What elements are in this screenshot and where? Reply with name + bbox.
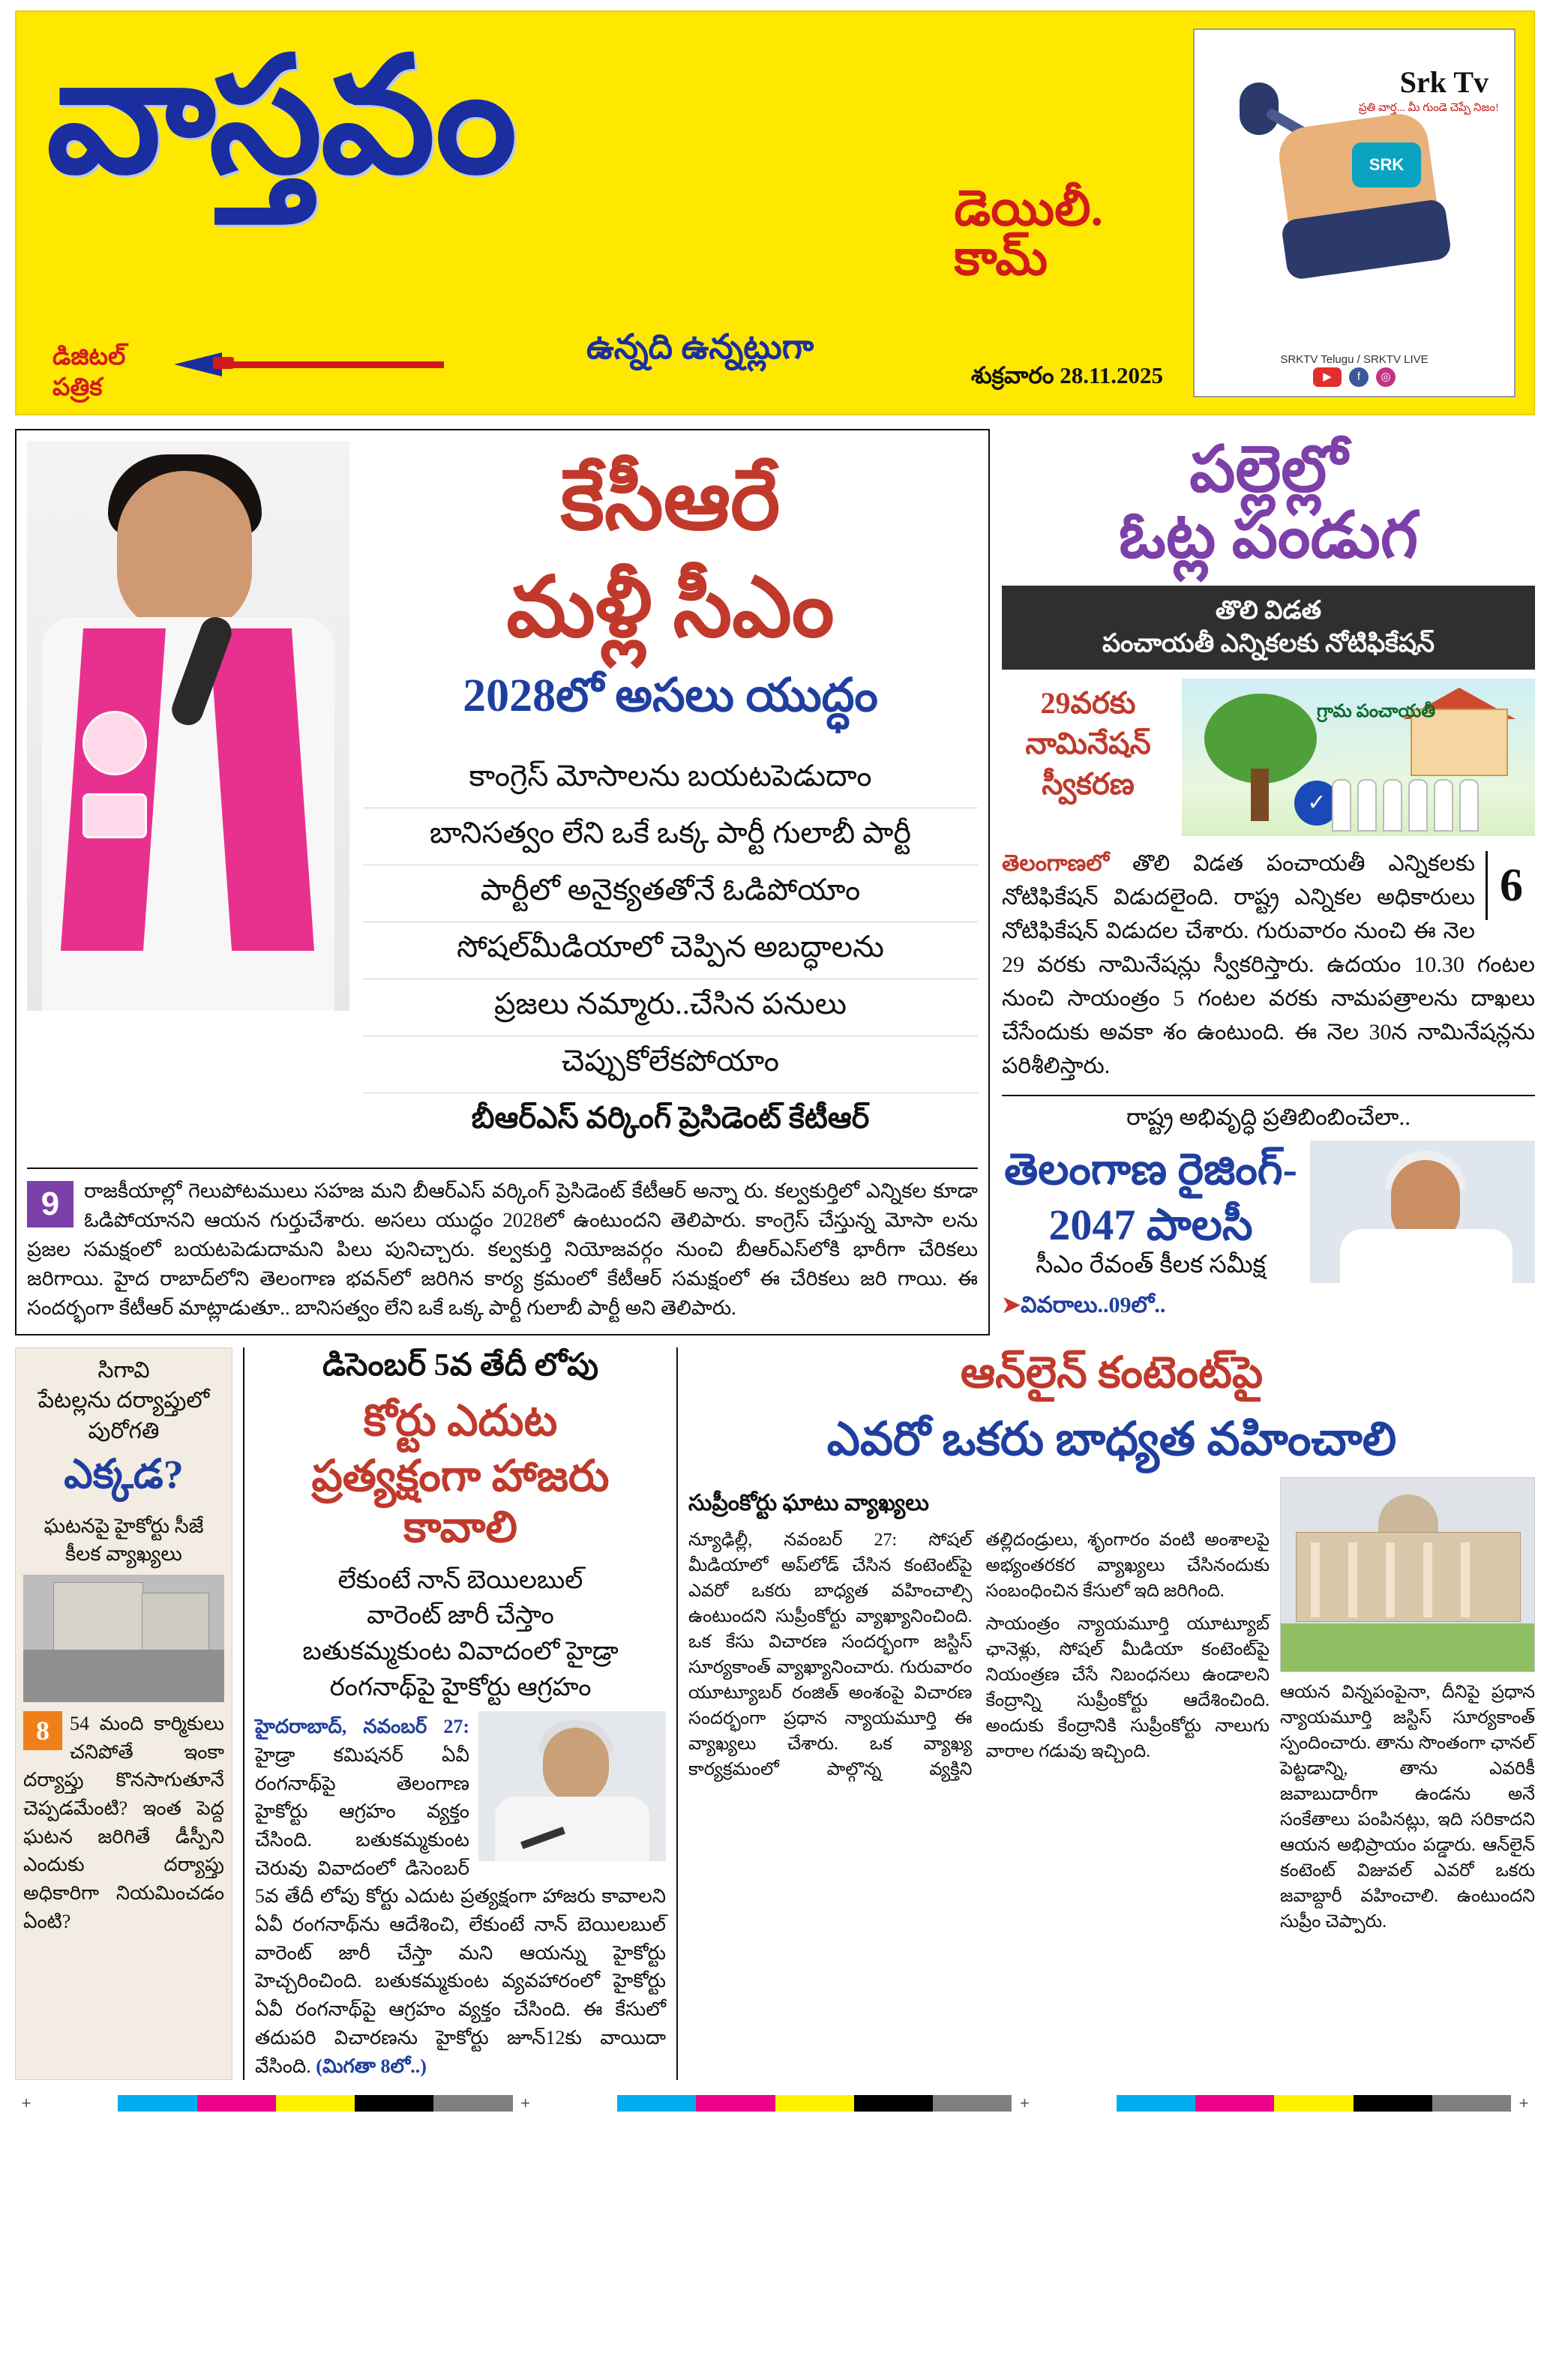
lead-headline-line-2: మళ్లీ సీఎం	[506, 562, 835, 655]
ktr-photo	[27, 441, 349, 1011]
masthead-left	[16, 12, 1193, 414]
lead-subhead: 2028లో అసలు యుద్ధం	[463, 670, 878, 721]
sc-subhead: సుప్రీంకోర్టు ఘాటు వ్యాఖ్యలు	[688, 1490, 929, 1515]
registration-mark-icon: +	[1519, 2094, 1529, 2113]
color-swatch	[775, 2095, 854, 2112]
sc-paragraph-c: ఆయన విన్నపంపైనా, దీనిపై ప్రధాన న్యాయమూర్తి జస్టిస్ సూర్యకాంత్ స్పందించారు. తాను సొంతంగా ఛానల్ పెట్టడాన్ని, తాను ఎవరికీ జవాబుదారీగా ఉండను అనే సంకేతాలు పంపినట్లు, ఇది సరికాదని ఆయన అభిప్రాయం పడ్డారు. ఆన్‌లైన్ కంటెంట్ విజువల్ ఎవరో ఒకరు జవాబ్దారీ వహించాలి. ఉంటుందని సుప్రీం చెప్పారు.	[1280, 1682, 1535, 1932]
list-item: బానిసత్వం లేని ఒకే ఒక్క పార్టీ గులాబీ పార్టీ	[363, 808, 978, 865]
sigachi-body	[23, 1710, 224, 1936]
sigachi-sub-1: ఘటనపై హైకోర్టు సీజే	[43, 1515, 204, 1538]
masthead-daily-com	[954, 181, 1103, 286]
list-item: సోషల్‌మీడియాలో చెప్పిన అబద్ధాలను	[363, 922, 978, 979]
panchayat-illustration-row	[1002, 679, 1535, 836]
sc-paragraph-a: న్యూఢిల్లీ, నవంబర్ 27: సోషల్ మీడియాలో అప్‌లోడ్ చేసిన కంటెంట్‌పై ఎవరో ఒకరు బాధ్యత వహించాల్సి ఉంటుందని సుప్రీంకోర్టు వ్యాఖ్యానించింది. ఒక కేసు విచారణ సందర్భంగా జస్టిస్ సూర్యకాంత్ వ్యాఖ్యానించారు. గురువారం యూట్యూబర్ రంజిత్ అంశంపై విచారణ సందర్భంగా ప్రధాన న్యాయమూర్తి ఈ వ్యాఖ్యలు చేశారు. ఒక వ్యాఖ్య కార్యక్రమంలో పాల్గొన్న వ్యక్తిని తల్లిదండ్రులు, శృంగారం వంటి అంశాలపై అభ్యంతరకర వ్యాఖ్యలు చేసినందుకు సంబంధించిన కేసులో ఇది జరిగింది.	[688, 1530, 1270, 1780]
hydra-head-1: కోర్టు ఎదుట	[363, 1395, 558, 1445]
sigachi-title-2: పేటల్లను దర్యాప్తులో	[37, 1388, 210, 1413]
voter-symbol-icon: ✓	[1294, 781, 1339, 826]
color-swatch	[1432, 2095, 1511, 2112]
sc-right	[1280, 1477, 1535, 1935]
masthead-advertisement[interactable]	[1193, 28, 1516, 397]
sigachi-sub	[23, 1512, 224, 1567]
main-content	[15, 429, 1535, 1335]
color-swatch	[538, 2095, 617, 2112]
read-more-label: వివరాలు..09లో..	[1021, 1293, 1166, 1318]
color-swatch	[1354, 2095, 1432, 2112]
daily-line-2: కామ్	[954, 231, 1048, 286]
band-line-1: తొలి విడత	[1215, 596, 1322, 625]
sigachi-big-word: ఎక్కడ?	[64, 1452, 184, 1497]
nomination-line-1: 29వరకు	[1040, 686, 1136, 720]
dateline-lead: తెలంగాణలో	[1002, 851, 1110, 876]
hydra-sub-4: రంగనాథ్‌పై హైకోర్టు ఆగ్రహం	[329, 1673, 592, 1701]
hydra-sub-1: లేకుంటే నాన్ బెయిలబుల్	[337, 1566, 583, 1594]
lead-body-paragraph: రాజకీయాల్లో గెలుపోటములు సహజ మని బీఆర్ఎస్ వర్కింగ్ ప్రెసిడెంట్ కేటీఆర్ అన్నా రు. కల్వకుర్తిలో ఎన్నికల కూడా ఓడిపోయానని ఆయన గుర్తుచేశారు. అసలు యుద్ధం 2028లో ఉంటుందని తెలిపారు. కాంగ్రెస్ చేస్తున్న మోసా లను ప్రజల సమక్షంలో బయటపెడుదామని పిలు పునిచ్చారు. కల్వకుర్తి నియోజవర్గం నుంచి బీఆర్ఎస్‌లోకి భారీగా చేరికలు జరిగాయి. హైద రాబాద్‌లోని తెలంగాణ భవన్‌లో జరిగిన కార్య క్రమంలో కేటీఆర్ సమక్షంలో ఈ చేరికలు జరి గాయి. ఈ సందర్భంగా కేటీఆర్ మాట్లాడుతూ.. బానిసత్వం లేని ఒకే ఒక్క పార్టీ గులాబీ పార్టీ అని తెలిపారు.	[27, 1179, 978, 1320]
hydra-subhead	[255, 1563, 666, 1705]
telangana-rising-text	[1002, 1141, 1300, 1323]
color-swatch	[696, 2095, 775, 2112]
ad-social-links[interactable]	[1195, 367, 1514, 387]
lead-bullet-list	[363, 751, 978, 1150]
hydra-paragraph: హైడ్రా కమిషనర్ ఏవీ రంగనాథ్‌పై తెలంగాణ హైకోర్టు ఆగ్రహం వ్యక్తం చేసింది. బతుకమ్మకుంట చెరువు వివాదంలో డిసెంబర్ 5వ తేదీ లోపు కోర్టు ఎదుట ప్రత్యక్షంగా హాజరు కావాలని ఏవీ రంగనాథ్‌ను ఆదేశించి, లేకుంటే నాన్ బెయిలబుల్ వారెంట్ జారీ చేస్తా మని ఆయన్ను హైకోర్టు హెచ్చరించింది. బతుకమ్మకుంట వ్యవహారంలో హైకోర్టు ఏవీ రంగనాథ్‌పై ఆగ్రహం వ్యక్తం చేసింది. ఈ కేసులో తదుపరి విచారణను హైకోర్టు జూన్12కు వాయిదా వేసింది.	[255, 1743, 666, 2077]
sigachi-page-number[interactable]: 8	[23, 1711, 62, 1750]
gram-panchayat-illustration	[1182, 679, 1535, 836]
registration-mark-icon: +	[520, 2094, 531, 2113]
sigachi-story	[15, 1347, 232, 2081]
revanth-reddy-photo	[1310, 1141, 1535, 1283]
nomination-line-3: స్వీకరణ	[1042, 767, 1135, 801]
ranganath-photo	[478, 1711, 666, 1861]
sigachi-title	[23, 1356, 224, 1447]
digital-line-1: డిజిటల్	[52, 343, 126, 370]
telangana-rising-head-1: తెలంగాణ రైజింగ్-	[1004, 1145, 1297, 1194]
hydra-dateline: హైదరాబాద్, నవంబర్ 27:	[255, 1716, 469, 1738]
hydra-continuation[interactable]: (మిగతా 8లో..)	[316, 2055, 427, 2077]
panchayat-paragraph: తొలి విడత పంచాయతీ ఎన్నికలకు నోటిఫికేషన్ విడుదలైంది. రాష్ట్ర ఎన్నికల అధికారులు నోటిఫికేషన్ విడుదల చేశారు. గురువారం నుంచి ఈ నెల 29 వరకు నామినేషన్లు స్వీకరిస్తారు. ఉదయం 10.30 గంటల నుంచి సాయంత్రం 5 గంటల వరకు నామపత్రాలను దాఖలు చేసేందుకు అవకా శం ఉంటుంది. ఈ నెల 30న నామినేషన్లను పరిశీలిస్తారు.	[1002, 851, 1535, 1078]
sc-row	[688, 1477, 1535, 1935]
lead-text	[349, 441, 978, 1150]
triangle-icon: ➤	[1002, 1293, 1021, 1318]
list-item: పార్టీలో అనైక్యతతోనే ఓడిపోయాం	[363, 865, 978, 922]
digital-badge	[52, 342, 125, 404]
telangana-rising-head-2: 2047 పాలసీ	[1048, 1200, 1253, 1249]
list-item: ప్రజలు నమ్మారు..చేసిన పనులు	[363, 979, 978, 1036]
ad-tagline: ప్రతి వార్త... మీ గుండె చెప్పే నిజం!	[1358, 102, 1499, 114]
lead-page-number-badge[interactable]: 9	[27, 1181, 73, 1227]
bottom-section	[15, 1347, 1535, 2081]
hydra-sub-3: బతుకమ్మకుంట వివాదంలో హైడ్రా	[302, 1638, 619, 1666]
people-illustration	[1332, 767, 1512, 832]
right-column	[1002, 429, 1535, 1335]
panchayat-body	[1002, 847, 1535, 1083]
telangana-rising-row	[1002, 1141, 1535, 1323]
issue-date: శుక్రవారం 28.11.2025	[970, 362, 1163, 388]
band-line-2: పంచాయతీ ఎన్నికలకు నోటిఫికేషన్	[1102, 629, 1435, 658]
instagram-icon[interactable]: ◎	[1376, 367, 1396, 387]
color-swatch	[617, 2095, 696, 2112]
lead-body-text	[27, 1168, 978, 1323]
right-divider	[1002, 1095, 1535, 1096]
lead-story-column	[15, 429, 990, 1335]
list-item: కాంగ్రెస్ మోసాలను బయటపెడుదాం	[363, 751, 978, 808]
sigachi-sub-2: కీలక వ్యాఖ్యలు	[65, 1542, 182, 1565]
nomination-dates	[1002, 679, 1174, 805]
color-swatch	[1274, 2095, 1353, 2112]
lead-headline-line-1: కేసీఆరే	[560, 454, 781, 547]
sc-paragraph-b: సాయంత్రం న్యాయమూర్తి యూట్యూబ్ ఛానెళ్లు, సోషల్ మీడియా కంటెంట్‌పై నియంత్రణ చేసే నిబంధనలు ఉండాలని కేంద్రాన్ని సుప్రీంకోర్టు ఆదేశించింది. అందుకు కేంద్రానికి సుప్రీంకోర్టు నాలుగు వారాల గడువు ఇచ్చింది.	[985, 1614, 1270, 1762]
telangana-rising-kicker: రాష్ట్ర అభివృద్ధి ప్రతిబింబించేలా..	[1126, 1104, 1411, 1130]
panchayat-band	[1002, 586, 1535, 670]
collapse-site-photo	[23, 1575, 224, 1702]
sc-columns	[688, 1527, 1270, 1783]
illustration-label: గ్రామ పంచాయతీ	[1317, 702, 1436, 721]
ad-footer-text: SRKTV Telugu / SRKTV LIVE	[1280, 353, 1429, 366]
sc-left	[688, 1477, 1270, 1935]
registration-mark-icon: +	[21, 2094, 31, 2113]
color-swatch	[1037, 2095, 1116, 2112]
registration-mark-icon: +	[1019, 2094, 1030, 2113]
masthead-tagline: ఉన్నది ఉన్నట్లుగా	[586, 328, 814, 366]
hydra-story	[243, 1347, 678, 2081]
daily-line-1: డెయిలీ.	[954, 181, 1103, 236]
supreme-court-photo	[1280, 1477, 1535, 1672]
list-item: బీఆర్ఎస్ వర్కింగ్ ప్రెసిడెంట్ కేటీఆర్	[471, 1100, 870, 1135]
color-swatch	[355, 2095, 433, 2112]
sigachi-title-3: పురోగతి	[88, 1418, 160, 1443]
sigachi-paragraph: 54 మంది కార్మికులు చనిపోతే ఇంకా దర్యాప్తు కొనసాగుతూనే చెప్పడమేంటి? ఇంత పెద్ద ఘటన జరిగితే డీస్పీని ఎందుకు దర్యాప్తు అధికారిగా నియమించడం ఏంటి?	[23, 1712, 224, 1932]
color-swatch	[854, 2095, 933, 2112]
digital-line-2: పత్రిక	[52, 374, 103, 402]
color-swatch	[118, 2095, 196, 2112]
paper-title: వాస్తవం	[46, 27, 516, 206]
facebook-icon[interactable]: f	[1349, 367, 1369, 387]
pen-nib-icon	[174, 349, 459, 379]
sc-head-2: ఎవరో ఒకరు బాధ్యత వహించాలి	[826, 1413, 1397, 1465]
telangana-rising-caption: సీఎం రేవంత్ కీలక సమీక్ష	[1036, 1251, 1266, 1279]
color-swatch	[276, 2095, 355, 2112]
hand-illustration	[1276, 110, 1444, 272]
color-swatch	[39, 2095, 118, 2112]
nomination-line-2: నామినేషన్	[1025, 727, 1151, 760]
masthead	[15, 10, 1535, 415]
sigachi-title-1: సిగావి	[97, 1357, 150, 1383]
color-swatch	[1195, 2095, 1274, 2112]
color-swatch	[197, 2095, 276, 2112]
panchayat-page-number[interactable]: 6	[1486, 851, 1535, 920]
panchayat-headline-line-1: పల్లెల్లో	[1189, 433, 1348, 505]
sc-head-1: ఆన్‌లైన్ కంటెంట్‌పై	[960, 1347, 1264, 1397]
color-swatch	[1117, 2095, 1195, 2112]
hydra-sub-2: వారెంట్ జారీ చేస్తాం	[367, 1602, 554, 1630]
panchayat-headline-line-2: ఓట్ల పండుగ	[1118, 499, 1419, 572]
lead-story-box	[15, 429, 990, 1335]
hydra-head-2: ప్రత్యక్షంగా హాజరు కావాలి	[311, 1452, 610, 1552]
newspaper-page	[0, 10, 1550, 2380]
hydra-kicker: డిసెంబర్ 5వ తేదీ లోపు	[322, 1347, 599, 1383]
color-swatch	[933, 2095, 1012, 2112]
lead-story	[16, 430, 988, 1160]
read-more-link[interactable]	[1002, 1292, 1300, 1323]
srk-logo: SRK	[1352, 142, 1421, 187]
supreme-court-story	[688, 1347, 1535, 2081]
color-swatch	[433, 2095, 512, 2112]
youtube-icon[interactable]: ▶	[1313, 367, 1342, 387]
color-calibration-bar	[13, 2094, 1537, 2113]
ad-brand-name: Srk Tv	[1399, 65, 1489, 99]
list-item: చెప్పుకోలేకపోయాం	[363, 1036, 978, 1093]
